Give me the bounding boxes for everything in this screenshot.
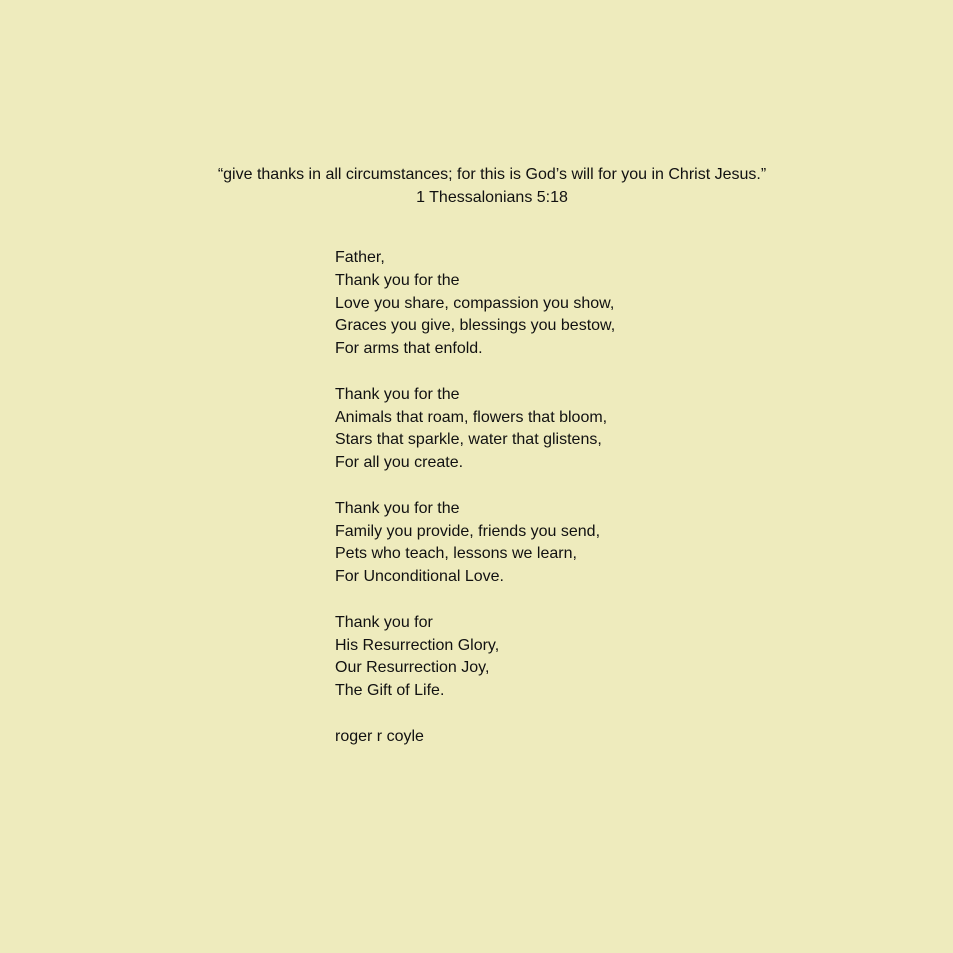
poem-author: roger r coyle [335, 727, 424, 745]
poem-line: For Unconditional Love. [335, 568, 504, 586]
poem-stanza-3 [335, 498, 735, 589]
poem-line: Graces you give, blessings you bestow, [335, 317, 616, 335]
poem-line: Father, [335, 249, 385, 266]
poem-line: The Gift of Life. [335, 682, 445, 700]
poem-line: Family you provide, friends you send, [335, 522, 601, 540]
poem-line: Thank you for the [335, 385, 460, 403]
poem [335, 247, 735, 749]
verse-reference: 1 Thessalonians 5:18 [416, 188, 568, 206]
poem-stanza-4 [335, 612, 735, 703]
verse-quote: “give thanks in all circumstances; for this is God’s will for you in Christ Jesus.” [217, 166, 767, 183]
poem-stanza-2 [335, 384, 735, 475]
poem-stanza-1 [335, 247, 735, 361]
poem-line: Stars that sparkle, water that glistens, [335, 431, 602, 449]
poem-line: For all you create. [335, 454, 464, 472]
poem-line: Animals that roam, flowers that bloom, [335, 408, 608, 426]
poem-line: Pets who teach, lessons we learn, [335, 545, 577, 563]
scripture-verse [0, 164, 953, 210]
poem-line: Love you share, compassion you show, [335, 294, 615, 312]
poem-line: Thank you for the [335, 499, 460, 517]
poem-line: Our Resurrection Joy, [335, 659, 490, 677]
poem-line: Thank you for [335, 613, 433, 631]
poem-line: For arms that enfold. [335, 340, 483, 358]
poem-line: His Resurrection Glory, [335, 636, 500, 654]
poem-line: Thank you for the [335, 271, 460, 289]
